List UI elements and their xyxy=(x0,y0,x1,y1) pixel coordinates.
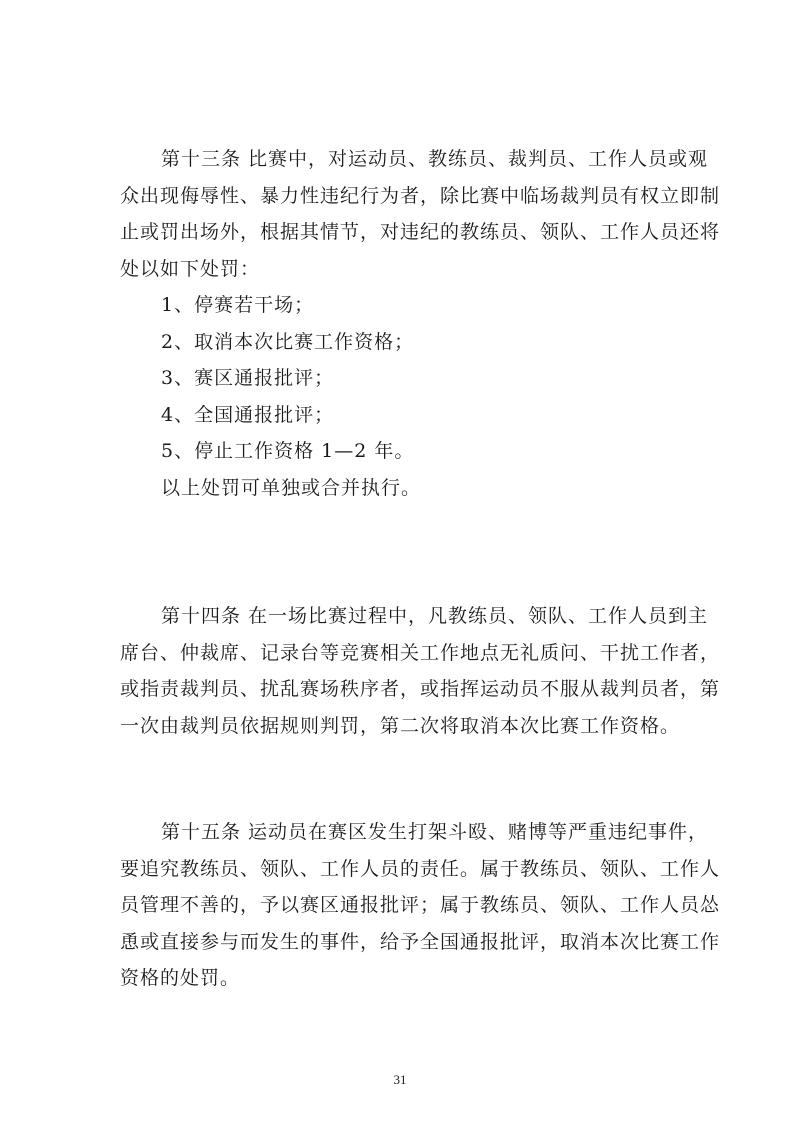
article-15 xyxy=(120,814,721,997)
penalty-item-5: 5、停止工作资格 1—2 年。 xyxy=(161,440,415,462)
article-15-line-2: 要追究教练员、领队、工作人员的责任。属于教练员、领队、工作人 xyxy=(120,857,721,880)
page-number: 31 xyxy=(393,1072,407,1087)
article-13-line-1: 第十三条 比赛中，对运动员、教练员、裁判员、工作人员或观 xyxy=(161,148,709,170)
penalty-item-4: 4、全国通报批评； xyxy=(161,403,335,426)
penalty-item-1: 1、停赛若干场； xyxy=(161,294,315,316)
article-13-line-3: 止或罚出场外，根据其情节，对违纪的教练员、领队、工作人员还将 xyxy=(120,221,721,243)
article-15-line-1: 第十五条 运动员在赛区发生打架斗殴、赌博等严重违纪事件， xyxy=(161,821,709,843)
article-14-line-1: 第十四条 在一场比赛过程中，凡教练员、领队、工作人员到主 xyxy=(161,605,709,627)
penalty-item-3: 3、赛区通报批评； xyxy=(161,367,335,389)
article-15-line-3: 员管理不善的，予以赛区通报批评；属于教练员、领队、工作人员怂 xyxy=(120,894,721,916)
article-15-line-4: 恿或直接参与而发生的事件，给予全国通报批评，取消本次比赛工作 xyxy=(120,930,721,953)
article-14-line-3: 或指责裁判员、扰乱赛场秩序者，或指挥运动员不服从裁判员者，第 xyxy=(120,678,721,700)
penalty-item-2: 2、取消本次比赛工作资格； xyxy=(161,330,415,353)
article-14-line-4: 一次由裁判员依据规则判罚，第二次将取消本次比赛工作资格。 xyxy=(120,714,681,737)
article-13 xyxy=(120,141,721,506)
article-14 xyxy=(120,598,721,744)
penalty-note: 以上处罚可单独或合并执行。 xyxy=(161,476,422,499)
article-14-line-2: 席台、仲裁席、记录台等竞赛相关工作地点无礼质问、干扰工作者， xyxy=(120,641,721,664)
article-13-line-2: 众出现侮辱性、暴力性违纪行为者，除比赛中临场裁判员有权立即制 xyxy=(120,184,721,207)
article-15-line-5: 资格的处罚。 xyxy=(120,967,241,989)
article-13-line-4: 处以如下处罚： xyxy=(120,257,261,280)
